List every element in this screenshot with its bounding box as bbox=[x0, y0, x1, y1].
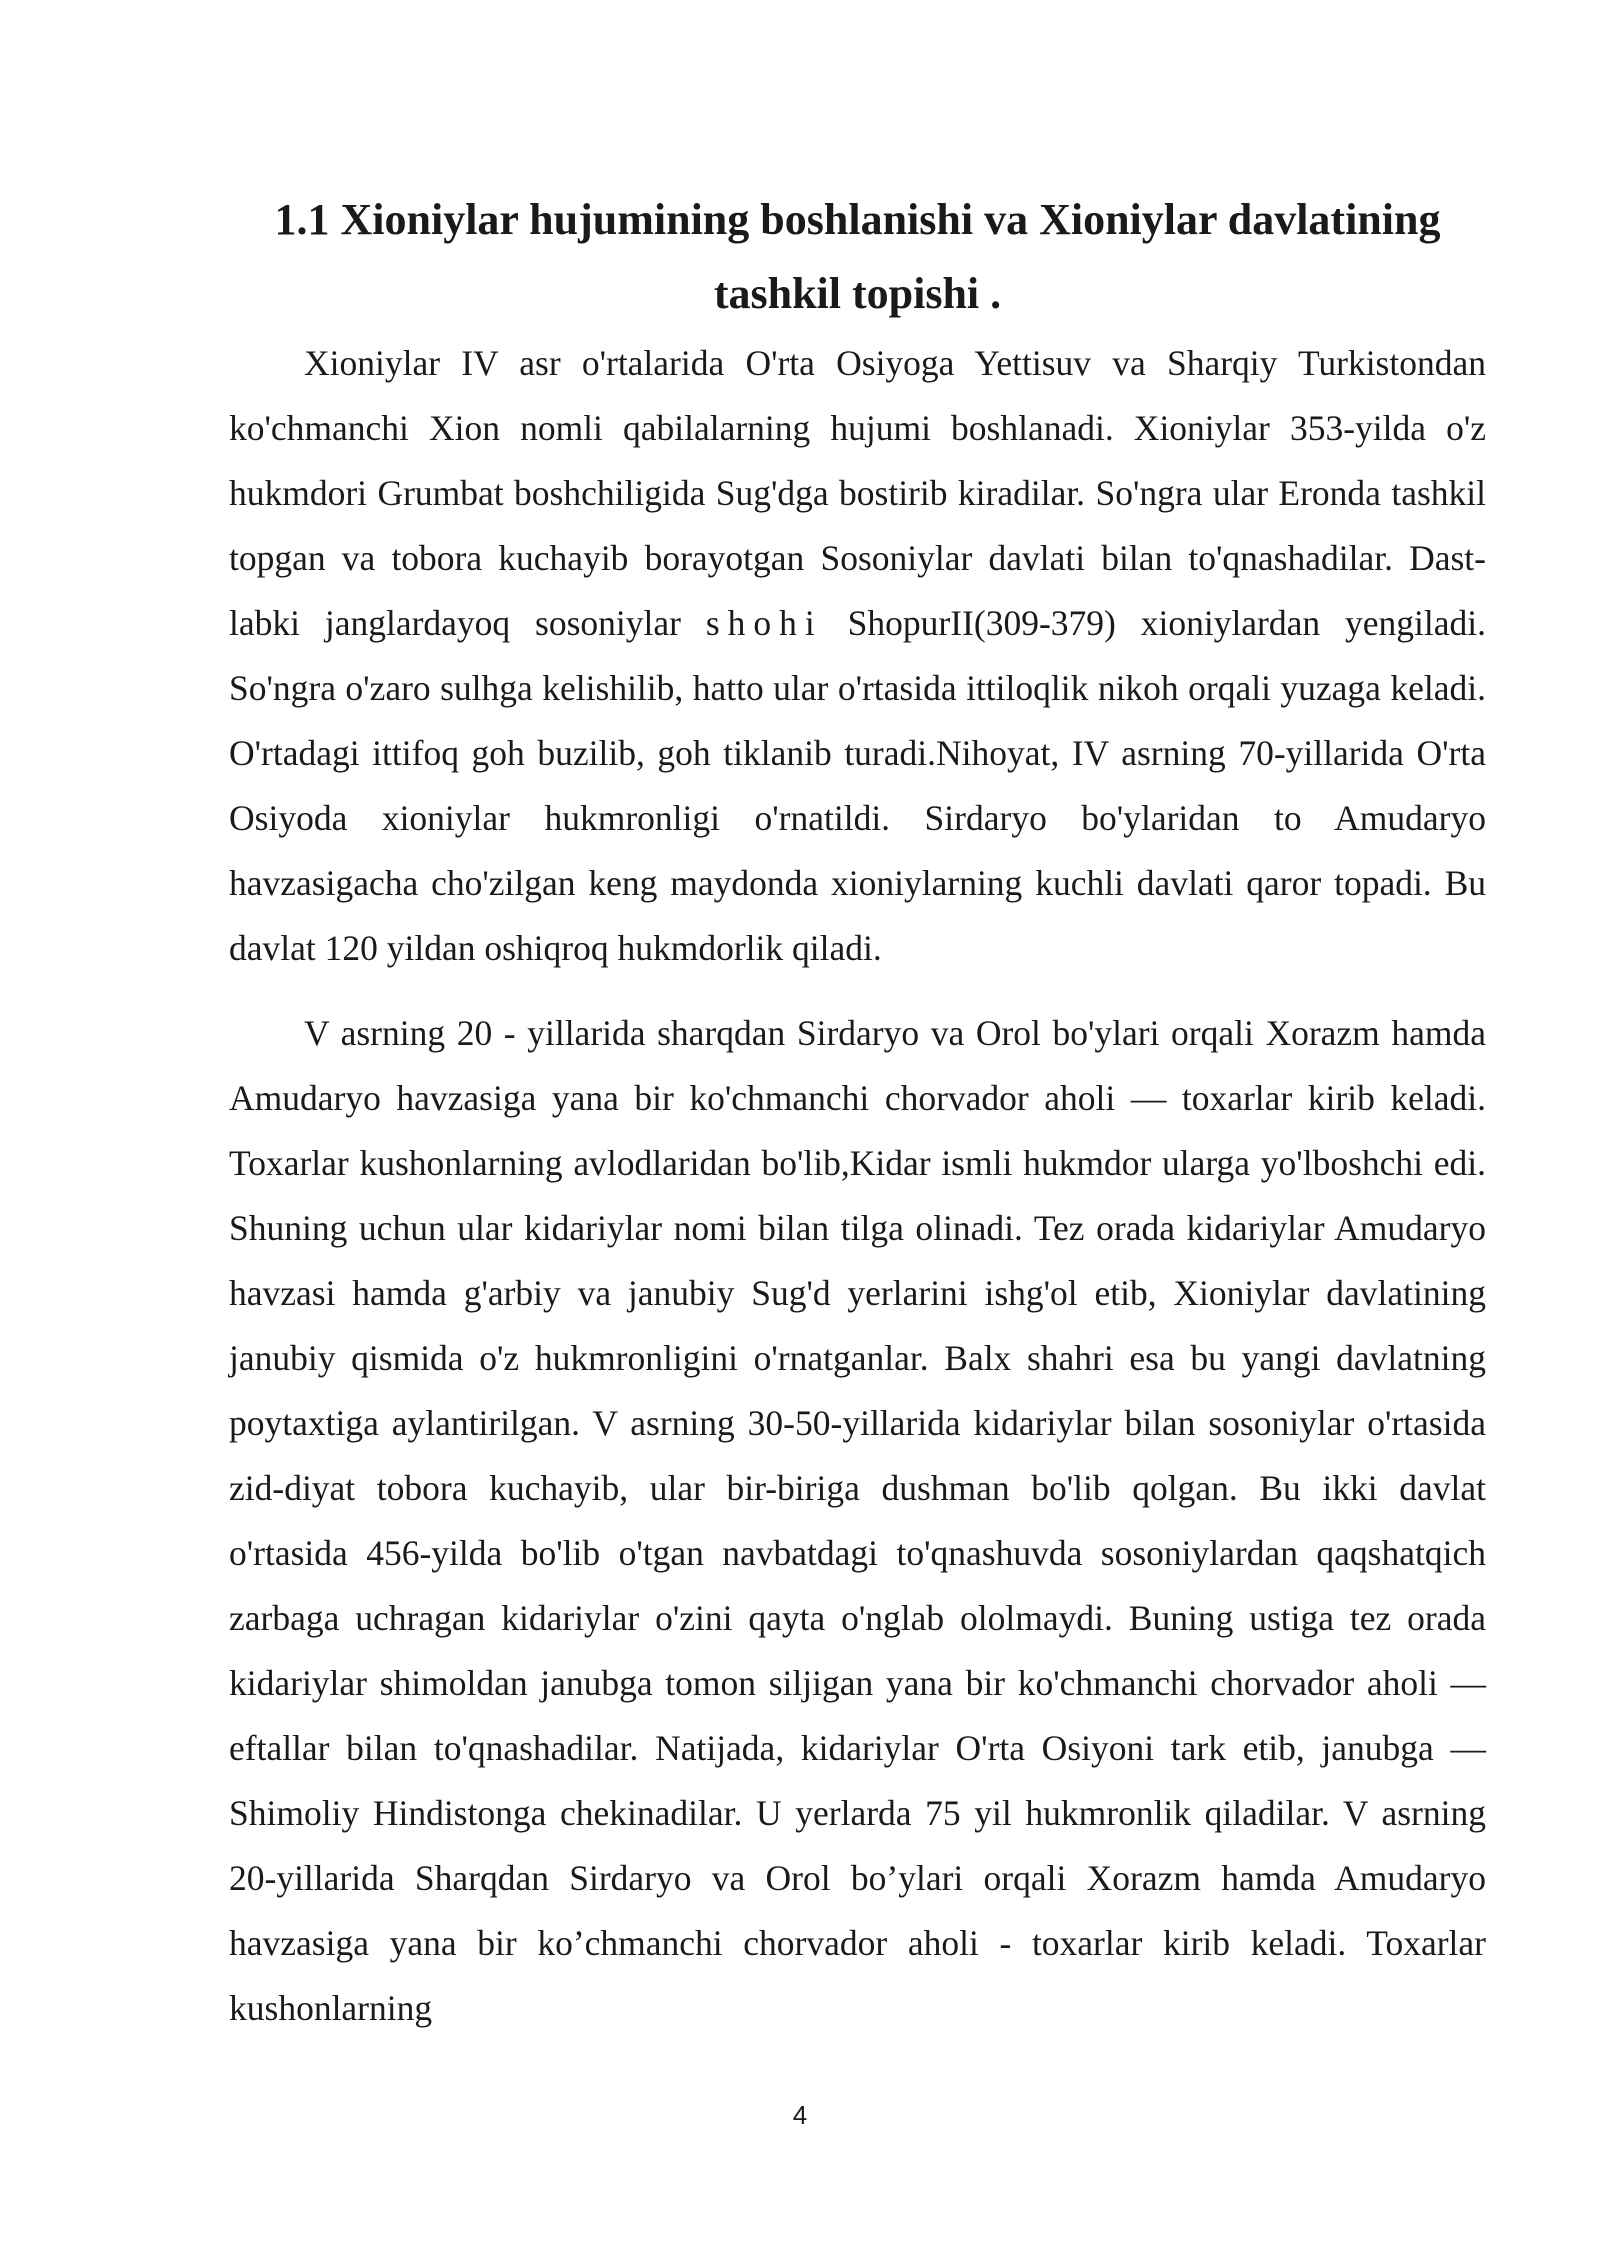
page-number: 4 bbox=[792, 2100, 808, 2130]
paragraph-1-text-a: Xioniylar IV asr o'rtalarida O'rta Osiyoga Yettisuv va Sharqiy Turkistondan ko'chmanchi Xion nomli qabilalarning hujumi boshlanadi. Xioniylar 353-yilda o'z hukmdori Grumbat boshchiligida Sug'dga bostirib kiradilar. So'ngra ular Eronda tashkil topgan va tobora kuchayib borayotgan Sosoniylar davlati bilan to'qnashadilar. Dast-labki janglardayoq sosoniylar bbox=[229, 343, 1486, 643]
section-heading: 1.1 Xioniylar hujumining boshlanishi va Xioniylar davlatining tashkil topishi . bbox=[274, 195, 1441, 318]
body-paragraph-1 bbox=[229, 331, 1486, 981]
paragraph-1-spaced-word: shohi bbox=[705, 603, 823, 643]
paragraph-1-text-b: ShopurII(309-379) xioniylardan yengiladi. So'ngra o'zaro sulhga kelishilib, hatto ular o'rtasida ittiloqlik nikoh orqali yuzaga keladi. O'rtadagi ittifoq goh buzilib, goh tiklanib turadi.Nihoyat, IV asrning 70-yillarida O'rta Osiyoda xioniylar hukmronligi o'rnatildi. Sirdaryo bo'ylaridan to Amudaryo havzasigacha cho'zilgan keng maydonda xioniylarning kuchli davlati qaror topadi. Bu davlat 120 yildan oshiqroq hukmdorlik qiladi. bbox=[229, 603, 1486, 968]
document-page bbox=[229, 183, 1486, 2041]
body-paragraph-2: V asrning 20 - yillarida sharqdan Sirdaryo va Orol bo'ylari orqali Xorazm hamda Amudaryo havzasiga yana bir ko'chmanchi chorvador aholi — toxarlar kirib keladi. Toxarlar kushonlarning avlodlaridan bo'lib,Kidar ismli hukmdor ularga yo'lboshchi edi. Shuning uchun ular kidariylar nomi bilan tilga olinadi. Tez orada kidariylar Amudaryo havzasi hamda g'arbiy va janubiy Sug'd yerlarini ishg'ol etib, Xioniylar davlatining janubiy qismida o'z hukmronligini o'rnatganlar. Balx shahri esa bu yangi davlatning poytaxtiga aylantirilgan. V asrning 30-50-yillarida kidariylar bilan sosoniylar o'rtasida zid-diyat tobora kuchayib, ular bir-biriga dushman bo'lib qolgan. Bu ikki davlat o'rtasida 456-yilda bo'lib o'tgan navbatdagi to'qnashuvda sosoniylardan qaqshatqich zarbaga uchragan kidariylar o'zini qayta o'nglab ololmaydi. Buning ustiga tez orada kidariylar shimoldan janubga tomon siljigan yana bir ko'chmanchi chorvador aholi — eftallar bilan to'qnashadilar. Natijada, kidariylar O'rta Osiyoni tark etib, janubga — Shimoliy Hindistonga chekinadilar. U yerlarda 75 yil hukmronlik qiladilar. V asrning 20-yillarida Sharqdan Sirdaryo va Orol bo’ylari orqali Xorazm hamda Amudaryo havzasiga yana bir ko’chmanchi chorvador aholi - toxarlar kirib keladi. Toxarlar kushonlarning bbox=[229, 1013, 1486, 2028]
